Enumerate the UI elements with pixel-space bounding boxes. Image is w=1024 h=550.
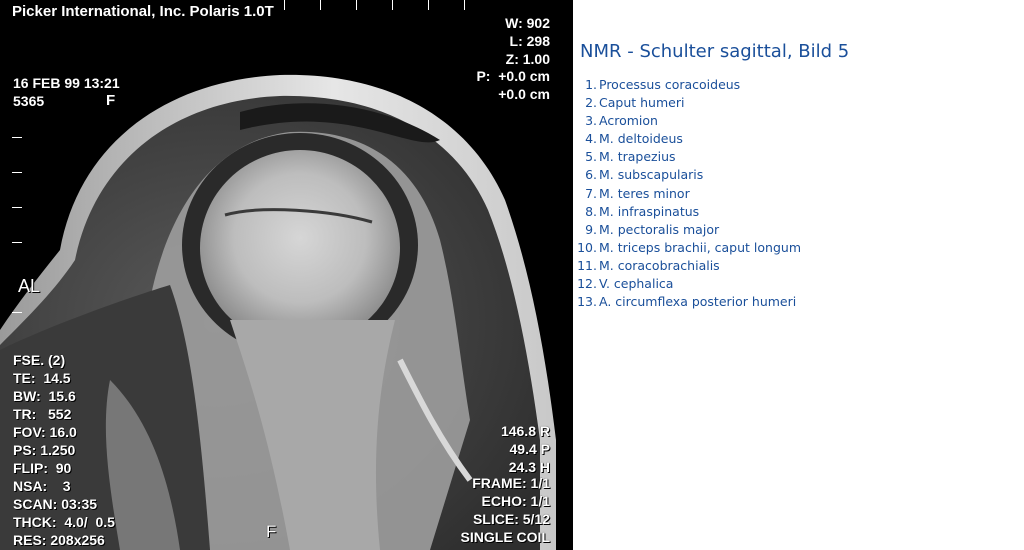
id-flag: F [106, 92, 116, 109]
legend-panel [573, 0, 1024, 550]
position-p: P: +0.0 cm [476, 68, 550, 84]
legend-label: Processus coracoideus [599, 77, 741, 92]
legend-label: M. infraspinatus [599, 203, 700, 219]
ruler-mark [12, 207, 22, 208]
legend-label: M. teres minor [599, 185, 690, 201]
ruler-tick [356, 0, 357, 10]
coord-r: 146.8 R [500, 423, 550, 439]
param-te: TE: 14.5 [13, 370, 71, 386]
param-resolution: RES: 208x256 [13, 532, 105, 548]
ruler-mark [12, 242, 22, 243]
orientation-label-left: AL [18, 276, 41, 296]
legend-number: 8. [585, 203, 597, 219]
param-flip: FLIP: 90 [13, 460, 72, 476]
legend-number: 4. [585, 131, 597, 147]
param-nsa: NSA: 3 [13, 478, 71, 494]
window-level: L: 298 [509, 33, 550, 49]
scanner-header: Picker International, Inc. Polaris 1.0T [12, 3, 274, 20]
ruler-mark [12, 172, 22, 173]
legend-number: 3. [585, 113, 597, 129]
legend-number: 9. [585, 221, 597, 237]
legend-number: 13. [577, 294, 597, 310]
param-fov: FOV: 16.0 [13, 424, 77, 440]
legend-number: 5. [585, 149, 597, 165]
frame-counter: FRAME: 1/1 [472, 475, 550, 491]
legend-label: M. coracobrachialis [599, 257, 720, 273]
legend-label: A. circumflexa posterior humeri [599, 294, 797, 310]
ruler-tick [428, 0, 429, 10]
coord-h: 24.3 H [508, 459, 550, 475]
acquisition-params [13, 351, 115, 549]
legend-number: 11. [577, 257, 597, 273]
legend-item [573, 185, 801, 203]
legend-label: M. pectoralis major [599, 221, 720, 237]
param-tr: TR: 552 [13, 406, 72, 422]
structure-legend [573, 76, 801, 311]
param-bw: BW: 15.6 [13, 388, 76, 404]
ruler-tick [392, 0, 393, 10]
legend-item [573, 239, 801, 257]
legend-label: M. subscapularis [599, 167, 704, 183]
orientation-label-bottom: F [266, 522, 277, 541]
legend-item [573, 293, 801, 311]
position-offset: +0.0 cm [498, 86, 550, 102]
coil-type: SINGLE COIL [460, 529, 550, 545]
param-thickness: THCK: 4.0/ 0.5 [13, 514, 115, 530]
legend-item [573, 257, 801, 275]
ruler-mark [12, 312, 22, 313]
legend-number: 1. [585, 77, 597, 92]
legend-number: 12. [577, 276, 597, 292]
ruler-tick [320, 0, 321, 10]
legend-number: 6. [585, 167, 597, 183]
coord-p: 49.4 P [509, 441, 550, 457]
echo-counter: ECHO: 1/1 [481, 493, 550, 509]
legend-number: 2. [585, 95, 597, 111]
study-date: 16 FEB 99 13:21 [13, 75, 120, 91]
legend-item [573, 166, 801, 184]
param-scan-time: SCAN: 03:35 [13, 496, 98, 512]
legend-label: Acromion [599, 113, 658, 129]
slice-counter: SLICE: 5/12 [472, 511, 550, 527]
param-ps: PS: 1.250 [13, 442, 76, 458]
legend-label: M. triceps brachii, caput longum [599, 239, 801, 255]
ruler-tick [284, 0, 285, 10]
ruler-tick [464, 0, 465, 10]
legend-label: V. cephalica [599, 276, 674, 292]
page-title: NMR - Schulter sagittal, Bild 5 [580, 41, 850, 62]
ruler-mark [12, 137, 22, 138]
legend-number: 10. [577, 239, 597, 255]
legend-label: M. deltoideus [599, 131, 683, 147]
legend-item [573, 112, 801, 130]
zoom-level: Z: 1.00 [505, 51, 550, 67]
legend-item [573, 94, 801, 112]
legend-label: M. trapezius [599, 149, 676, 165]
legend-item [573, 130, 801, 148]
window-width: W: 902 [505, 15, 550, 31]
legend-item [573, 76, 801, 94]
legend-number: 7. [585, 185, 597, 201]
legend-label: Caput humeri [599, 95, 685, 111]
study-id: 5365 [13, 93, 45, 109]
param-sequence: FSE. (2) [13, 352, 66, 368]
legend-item [573, 148, 801, 166]
legend-item [573, 203, 801, 221]
legend-item [573, 275, 801, 293]
legend-item [573, 221, 801, 239]
